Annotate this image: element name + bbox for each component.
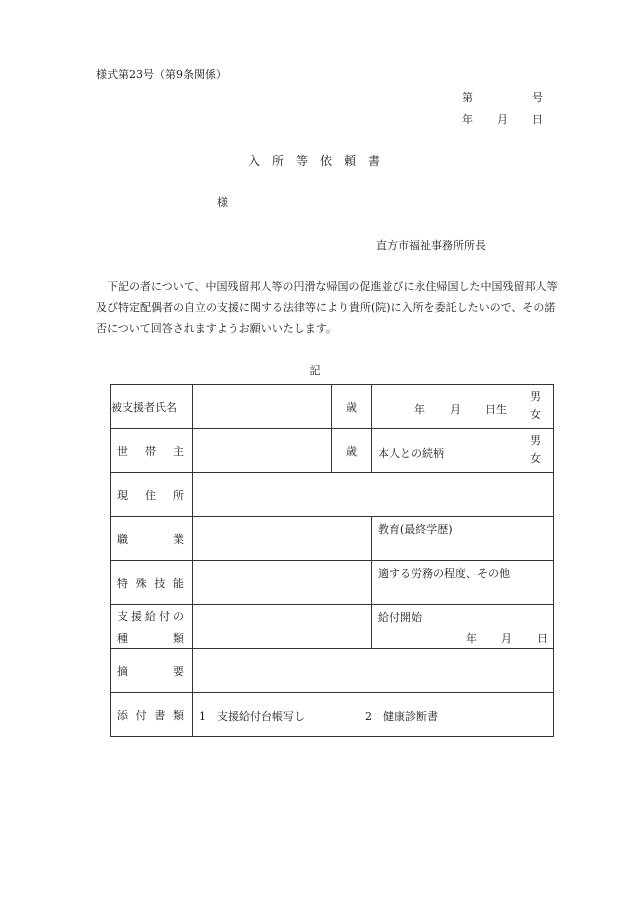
row-supported-person [111, 385, 554, 429]
attachments-cell [193, 693, 554, 737]
request-form-table [110, 384, 554, 737]
household-head-label [111, 429, 193, 473]
summary-field[interactable] [193, 649, 554, 693]
document-number-prefix: 第 [462, 91, 473, 104]
attachments-char-4: 類 [172, 708, 184, 722]
benefit-type-label [111, 605, 193, 649]
summary-char-1: 摘 [117, 664, 128, 678]
ki-heading: 記 [309, 364, 321, 377]
body-paragraph: 下記の者について、中国残留邦人等の円滑な帰国の促進並びに永住帰国した中国残留邦人等及び特定配偶者の自立の支援に関する法律等により貴所(院)に入所を委託したいので、その諾否について回答されますようお願いいたします。 [96, 280, 558, 335]
summary-char-2: 要 [173, 664, 184, 678]
birthdate-cell[interactable] [372, 385, 554, 429]
special-skill-char-2: 殊 [135, 576, 147, 590]
occupation-char-1: 職 [117, 532, 128, 546]
row-attachments [111, 693, 554, 737]
household-head-female-option[interactable]: 女 [530, 452, 541, 465]
occupation-label [111, 517, 193, 561]
household-head-char-3: 主 [173, 444, 184, 458]
address-char-1: 現 [117, 488, 128, 502]
attachment-2: 2 健康診断書 [365, 710, 438, 723]
birth-day: 日生 [485, 403, 507, 416]
benefit-type-char-7: 類 [173, 631, 184, 645]
household-head-age-unit: 歳 [332, 429, 372, 473]
suitable-work-label: 適する労務の程度、その他 [378, 567, 510, 580]
relation-cell[interactable] [372, 429, 554, 473]
benefit-start-month: 月 [501, 632, 512, 645]
birth-month: 月 [450, 403, 461, 416]
female-option[interactable]: 女 [530, 408, 541, 421]
benefit-type-char-1: 支 [117, 609, 128, 623]
benefit-start-year: 年 [466, 632, 477, 645]
row-household-head [111, 429, 554, 473]
benefit-type-field[interactable] [193, 605, 372, 649]
household-head-sex-options[interactable] [530, 432, 541, 468]
address-char-2: 住 [145, 488, 156, 502]
special-skill-char-4: 能 [172, 576, 184, 590]
date-day: 日 [532, 113, 543, 126]
special-skill-char-1: 特 [117, 576, 128, 590]
benefit-type-char-3: 給 [145, 609, 156, 623]
form-number: 様式第23号（第9条関係） [96, 68, 227, 81]
benefit-type-char-4: 付 [159, 609, 170, 623]
attachments-char-2: 付 [135, 708, 147, 722]
row-address [111, 473, 554, 517]
suitable-work-cell[interactable] [372, 561, 554, 605]
sender-name: 直方市福祉事務所所長 [376, 239, 486, 252]
row-occupation [111, 517, 554, 561]
benefit-start-cell[interactable] [372, 605, 554, 649]
benefit-start-day: 日 [537, 632, 548, 645]
row-summary [111, 649, 554, 693]
birth-year: 年 [414, 403, 425, 416]
household-head-male-option[interactable]: 男 [530, 434, 541, 447]
occupation-char-2: 業 [173, 532, 184, 546]
addressee-honorific: 様 [217, 196, 228, 209]
benefit-start-label: 給付開始 [378, 611, 422, 624]
address-label [111, 473, 193, 517]
benefit-type-char-6: 種 [117, 631, 128, 645]
special-skill-char-3: 技 [154, 576, 166, 590]
date-year: 年 [462, 113, 473, 126]
address-field[interactable] [193, 473, 554, 517]
document-title: 入所等依頼書 [247, 154, 392, 168]
supported-name-label: 被支援者氏名 [111, 385, 193, 429]
household-head-char-2: 帯 [145, 444, 156, 458]
attachments-char-3: 書 [154, 708, 166, 722]
benefit-type-char-5: の [173, 609, 184, 623]
attachments-char-1: 添 [117, 708, 128, 722]
row-special-skill [111, 561, 554, 605]
relation-label: 本人との続柄 [378, 447, 444, 460]
household-head-field[interactable] [193, 429, 332, 473]
attachment-1: 1 支援給付台帳写し [199, 710, 305, 723]
row-benefit-type [111, 605, 554, 649]
document-number-suffix: 号 [532, 91, 543, 104]
age-unit: 歳 [332, 385, 372, 429]
supported-name-field[interactable] [193, 385, 332, 429]
special-skill-label [111, 561, 193, 605]
education-cell[interactable] [372, 517, 554, 561]
attachments-label [111, 693, 193, 737]
date-month: 月 [497, 113, 508, 126]
household-head-char-1: 世 [117, 444, 128, 458]
address-char-3: 所 [173, 488, 184, 502]
summary-label [111, 649, 193, 693]
special-skill-field[interactable] [193, 561, 372, 605]
occupation-field[interactable] [193, 517, 372, 561]
education-label: 教育(最終学歴) [378, 523, 453, 536]
sex-options[interactable] [530, 388, 541, 424]
benefit-type-char-2: 援 [131, 609, 142, 623]
male-option[interactable]: 男 [530, 390, 541, 403]
